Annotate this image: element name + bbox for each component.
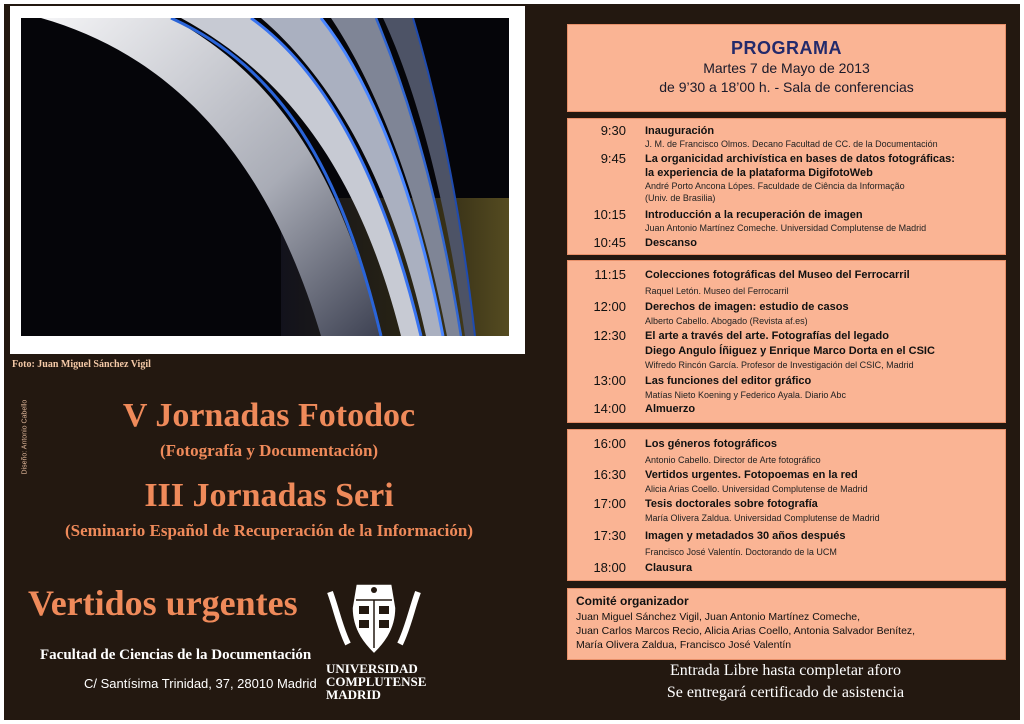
- time: 18:00: [593, 560, 626, 575]
- speaker: Matías Nieto Koening y Federico Ayala. Diario Abc: [645, 390, 846, 400]
- talk-title: Vertidos urgentes. Fotopoemas en la red: [645, 469, 858, 481]
- jornadas-seri-subtitle: (Seminario Español de Recuperación de la Información): [65, 521, 473, 540]
- time: 9:30: [600, 123, 626, 138]
- event-title: Vertidos urgentes: [28, 583, 298, 623]
- talk-title: Introducción a la recuperación de imagen: [645, 209, 863, 221]
- faculty-name: Facultad de Ciencias de la Documentación: [40, 647, 312, 663]
- certificate-note: Se entregará certificado de asistencia: [666, 684, 905, 701]
- programa-date: Martes 7 de Mayo de 2013: [703, 60, 870, 76]
- talk-title: La organicidad archivística en bases de datos fotográficas:: [645, 153, 955, 165]
- talk-title: Tesis doctorales sobre fotografía: [645, 498, 818, 510]
- book-pages-photo: [21, 18, 509, 336]
- programa-title: PROGRAMA: [731, 38, 842, 58]
- speaker: Wifredo Rincón García. Profesor de Investigación del CSIC, Madrid: [645, 360, 914, 370]
- talk-title: Inauguración: [645, 125, 715, 137]
- design-credit: Diseño: Antonio Cabello: [21, 399, 29, 475]
- jornadas-fotodoc-title: V Jornadas Fotodoc: [122, 397, 416, 434]
- talk-title: Descanso: [645, 237, 697, 249]
- speaker: María Olivera Zaldua. Universidad Complutense de Madrid: [645, 513, 880, 523]
- time: 11:15: [594, 267, 626, 282]
- university-line-3: MADRID: [326, 687, 381, 702]
- time: 9:45: [600, 151, 626, 166]
- comite-members-line-2: Juan Carlos Marcos Recio, Alicia Arias Coello, Antonia Salvador Benítez,: [576, 625, 916, 637]
- speaker: Francisco José Valentín. Doctorando de la UCM: [645, 547, 837, 557]
- photo-credit: Foto: Juan Miguel Sánchez Vigil: [12, 359, 151, 370]
- university-line-2: COMPLUTENSE: [326, 674, 427, 689]
- talk-title: Clausura: [645, 562, 693, 574]
- time: 16:30: [593, 467, 626, 482]
- time: 10:45: [593, 235, 626, 250]
- time: 14:00: [593, 401, 626, 416]
- session-afternoon: [567, 429, 1006, 581]
- programa-box: [567, 24, 1006, 112]
- programa-hours: de 9’30 a 18’00 h. - Sala de conferencias: [659, 79, 914, 95]
- comite-members-line-3: María Olivera Zaldua, Francisco José Valentín: [576, 639, 792, 651]
- talk-title: Los géneros fotográficos: [645, 438, 778, 450]
- comite-title: Comité organizador: [576, 594, 689, 608]
- photo-frame: [10, 6, 525, 354]
- time: 17:00: [593, 496, 626, 511]
- speaker: Alberto Cabello. Abogado (Revista af.es): [645, 316, 808, 326]
- university-name: [326, 662, 426, 701]
- time: 12:30: [593, 328, 626, 343]
- talk-title: Imagen y metadados 30 años después: [645, 530, 846, 542]
- speaker: J. M. de Francisco Olmos. Decano Facultad de CC. de la Documentación: [645, 139, 938, 149]
- time: 16:00: [593, 436, 626, 451]
- talk-title: Almuerzo: [645, 403, 696, 415]
- talk-title-line-2: Diego Angulo Íñiguez y Enrique Marco Dorta en el CSIC: [645, 345, 935, 357]
- time: 12:00: [593, 299, 626, 314]
- comite-box: [567, 588, 1006, 660]
- talk-title: Colecciones fotográficas del Museo del Ferrocarril: [645, 269, 910, 281]
- talk-title: Las funciones del editor gráfico: [645, 375, 812, 387]
- speaker: Alicia Arias Coello. Universidad Complutense de Madrid: [645, 484, 868, 494]
- comite-members-line-1: Juan Miguel Sánchez Vigil, Juan Antonio Martínez Comeche,: [576, 611, 861, 623]
- university-line-1: UNIVERSIDAD: [326, 661, 418, 676]
- jornadas-seri-title: III Jornadas Seri: [144, 477, 394, 514]
- talk-title-line-2: la experiencia de la plataforma DigifotoWeb: [645, 167, 873, 179]
- speaker: Raquel Letón. Museo del Ferrocarril: [645, 286, 789, 296]
- time: 10:15: [593, 207, 626, 222]
- speaker: Antonio Cabello. Director de Arte fotográfico: [645, 455, 821, 465]
- talk-title: Derechos de imagen: estudio de casos: [645, 301, 849, 313]
- time: 17:30: [593, 528, 626, 543]
- talk-title: El arte a través del arte. Fotografías del legado: [645, 330, 889, 342]
- university-crest-icon: [326, 578, 422, 658]
- speaker: André Porto Ancona Lópes. Faculdade de Ciência da Informação: [645, 181, 905, 191]
- time: 13:00: [593, 373, 626, 388]
- speaker: Juan Antonio Martínez Comeche. Universidad Complutense de Madrid: [645, 223, 927, 233]
- address: C/ Santísima Trinidad, 37, 28010 Madrid: [84, 676, 317, 691]
- jornadas-fotodoc-subtitle: (Fotografía y Documentación): [159, 441, 379, 460]
- poster: [4, 4, 1020, 720]
- free-entry-note: Entrada Libre hasta completar aforo: [670, 662, 901, 679]
- session-midday: [567, 260, 1006, 423]
- speaker-line-2: (Univ. de Brasilia): [645, 193, 716, 203]
- session-morning: [567, 118, 1006, 255]
